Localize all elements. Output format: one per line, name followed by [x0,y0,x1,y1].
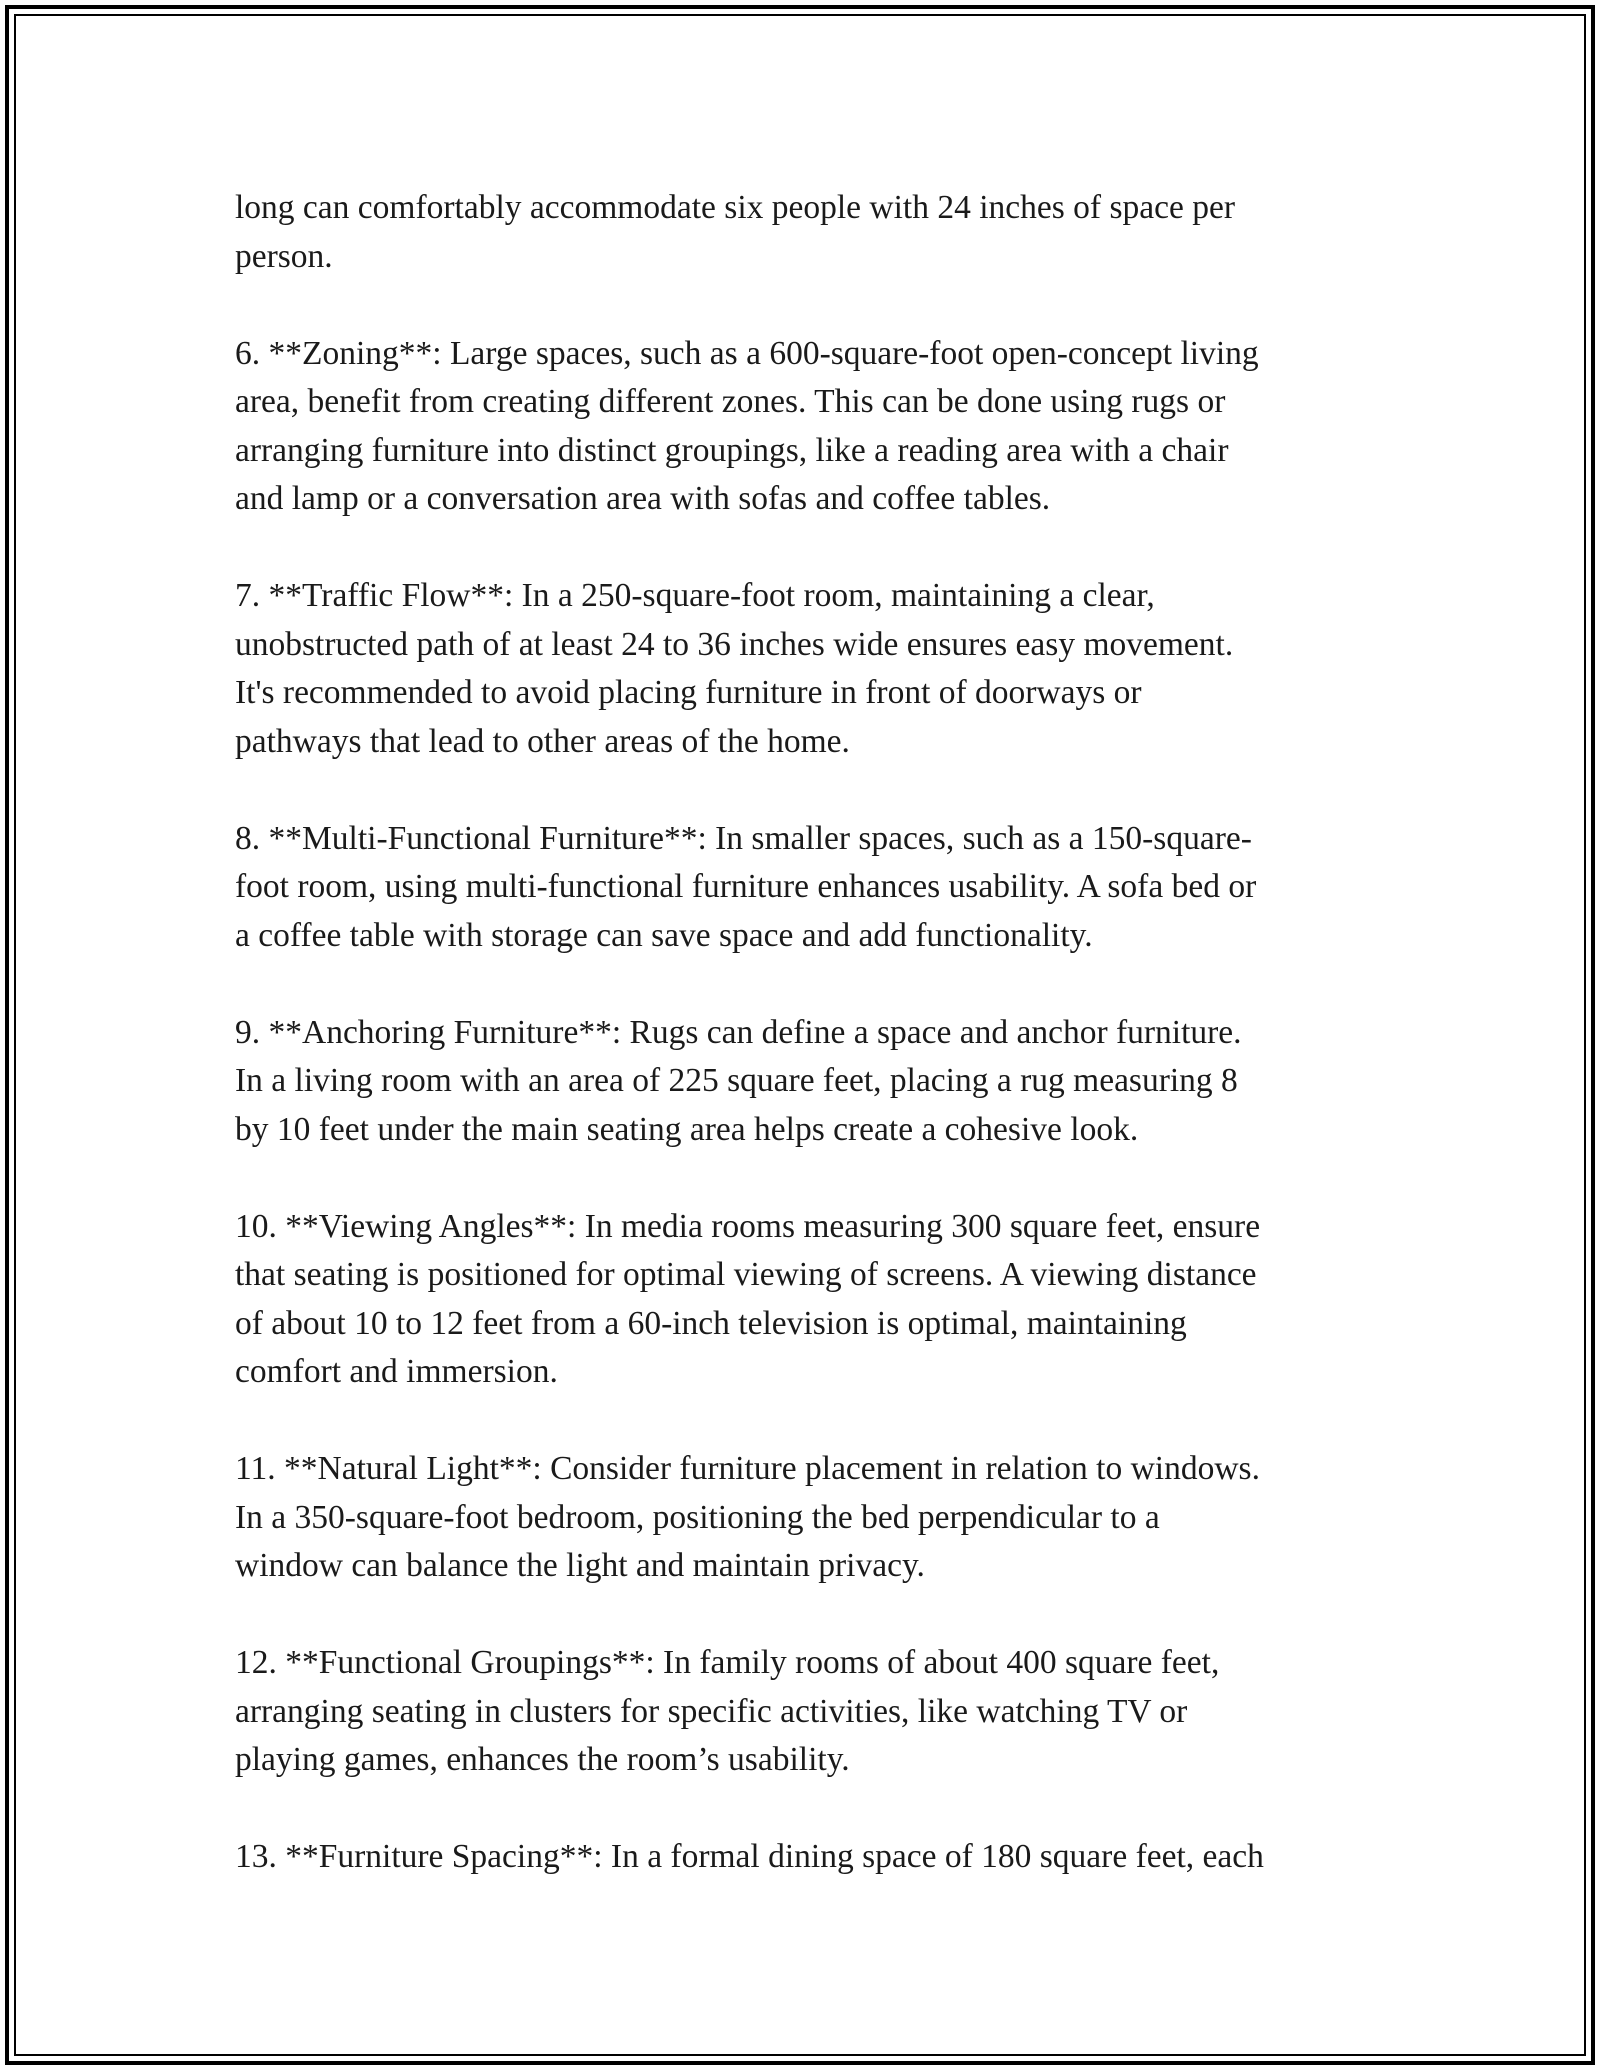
paragraph-multi-functional-furniture: 8. **Multi-Functional Furniture**: In smaller spaces, such as a 150-square- foot room, using multi-functional furniture enhances usability. A sofa bed or a coffee table with storage can save space and add functionality. [235,819,1257,954]
paragraph-furniture-spacing: 13. **Furniture Spacing**: In a formal dining space of 180 square feet, each [235,1838,1264,1875]
paragraph-functional-groupings: 12. **Functional Groupings**: In family rooms of about 400 square feet, arranging seating in clusters for specific activities, like watching TV or playing games, enhances the room’s usability. [235,1644,1220,1778]
paragraph-anchoring-furniture: 9. **Anchoring Furniture**: Rugs can define a space and anchor furniture. In a living room with an area of 225 square feet, placing a rug measuring 8 by 10 feet under the main seating area helps create a cohesive look. [235,1013,1242,1148]
paragraph-traffic-flow: 7. **Traffic Flow**: In a 250-square-foot room, maintaining a clear, unobstructed path of at least 24 to 36 inches wide ensures easy movement. It's recommended to avoid placing furniture in front of doorways or pathways that lead to other areas of the home. [235,577,1234,760]
paragraph-continuation: long can comfortably accommodate six people with 24 inches of space per person. [235,189,1236,275]
document-body [235,184,1395,1882]
paragraph-natural-light: 11. **Natural Light**: Consider furniture placement in relation to windows. In a 350-square-foot bedroom, positioning the bed perpendicular to a window can balance the light and maintain privacy. [235,1450,1260,1584]
paragraph-zoning: 6. **Zoning**: Large spaces, such as a 600-square-foot open-concept living area, benefit from creating different zones. This can be done using rugs or arranging furniture into distinct groupings, like a reading area with a chair and lamp or a conversation area with sofas and coffee tables. [235,334,1259,517]
paragraph-viewing-angles: 10. **Viewing Angles**: In media rooms measuring 300 square feet, ensure that seating is positioned for optimal viewing of screens. A viewing distance of about 10 to 12 feet from a 60-inch television is optimal, maintaining comfort and immersion. [235,1207,1261,1390]
